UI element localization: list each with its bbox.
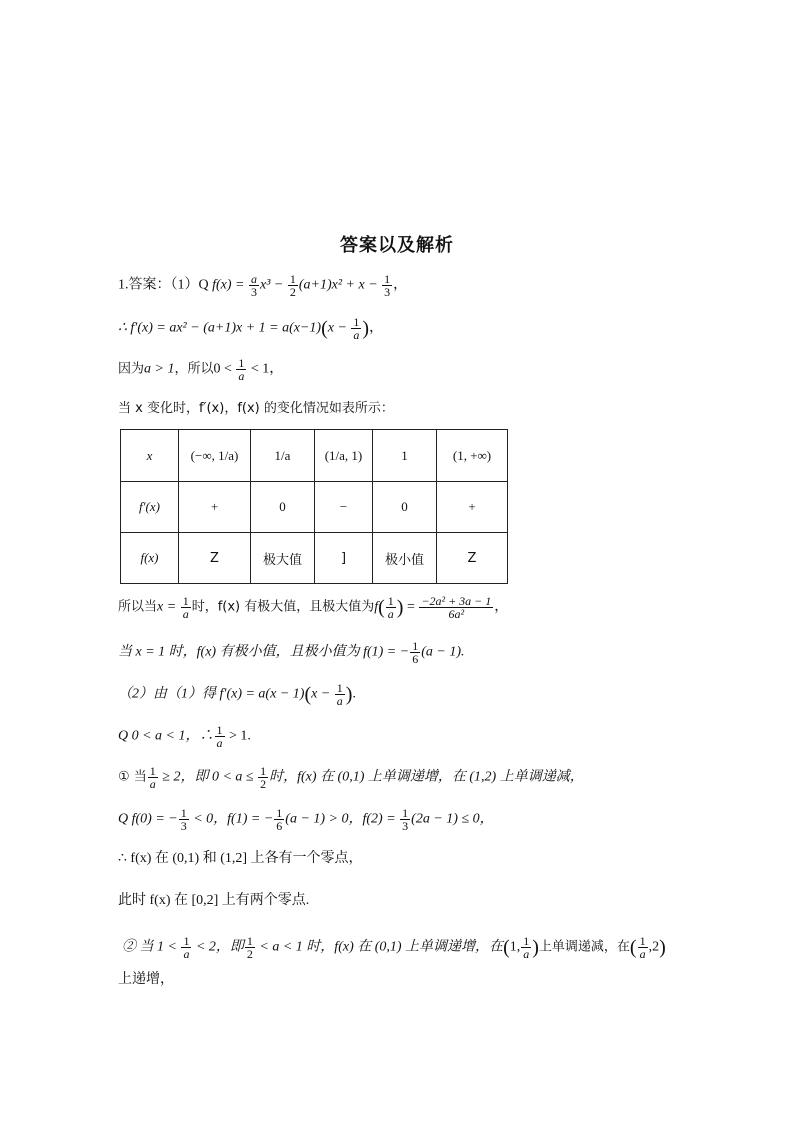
condition-line: Q 0 < a < 1，∴ $\frac{1}{a}$ > 1. — [118, 723, 251, 750]
values-line: Q f(0) = − $\frac{1}{3}$ < 0，f(1) = − $\frac{1}{6}$ (a − 1) > 0，f(2) = $\frac{1}{3}$ (2a − 1) ≤ 0， — [118, 806, 494, 833]
table-cell: Z — [179, 533, 251, 584]
table-cell: (−∞, 1/a) — [179, 430, 251, 482]
page-title: 答案以及解析 — [340, 235, 454, 256]
part2-line: （2）由（1）得 f′(x) = a(x − 1)(x − $\frac{1}{a}$ ). — [118, 681, 356, 708]
table-row — [121, 430, 508, 482]
two-zeros-line: 此时 f(x) 在 [0,2] 上有两个零点. — [118, 893, 310, 908]
table-row — [121, 533, 508, 584]
table-cell: 0 — [373, 482, 437, 533]
table-row — [121, 482, 508, 533]
table-cell: 极小值 — [373, 533, 437, 584]
table-cell: 0 — [251, 482, 315, 533]
case2-line: ② 当 1 < $\frac{1}{a}$ < 2，即 $\frac{1}{2}$ < a < 1 时，f(x) 在 (0,1) 上单调递增，在(1, $\frac{1}{a}$ )上单调递减，在( $\frac{1}{a}$ ,2) — [122, 934, 666, 961]
table-cell: f(x) — [121, 533, 179, 584]
variation-table — [120, 429, 508, 584]
because-line: 因为a > 1，所以0 < $\frac{1}{a}$ < 1， — [118, 356, 284, 383]
case1-line: ① 当 $\frac{1}{a}$ ≥ 2，即 0 < a ≤ $\frac{1}{2}$ 时，f(x) 在 (0,1) 上单调递增，在 (1,2) 上单调递减， — [118, 764, 584, 791]
min-value-line: 当 x = 1 时，f(x) 有极小值，且极小值为 f(1) = − $\frac{1}{6}$ (a − 1). — [118, 639, 465, 666]
table-cell: (1/a, 1) — [315, 430, 373, 482]
table-cell: + — [437, 482, 508, 533]
table-cell: 1/a — [251, 430, 315, 482]
table-cell: + — [179, 482, 251, 533]
table-cell: Z — [437, 533, 508, 584]
zeros-each-line: ∴ f(x) 在 (0,1) 和 (1,2] 上各有一个零点， — [118, 851, 363, 866]
table-cell: − — [315, 482, 373, 533]
table-cell: (1, +∞) — [437, 430, 508, 482]
case2-tail-line: 上递增， — [118, 972, 174, 987]
max-value-line: 所以当x = $\frac{1}{a}$ 时，f(x) 有极大值，且极大值为f( $\frac{1}{a}$ ) = $\frac{\text{−2a² + 3a − 1}}{\text{6a²}}$ ， — [118, 594, 509, 621]
derivative-line: ∴ f′(x) = ax² − (a+1)x + 1 = a(x−1)(x − $\frac{1}{a}$ )， — [118, 315, 384, 342]
table-cell: x — [121, 430, 179, 482]
table-cell: ] — [315, 533, 373, 584]
answer-line-1: 1.答案：（1）Q f(x) = $\frac{a}{3}$ x³ − $\frac{1}{2}$ (a+1)x² + x − $\frac{1}{3}$ ， — [118, 272, 408, 299]
table-cell: 1 — [373, 430, 437, 482]
when-change-line: 当 x 变化时，f′(x)，f(x) 的变化情况如表所示： — [118, 401, 394, 416]
table-cell: f′(x) — [121, 482, 179, 533]
table-cell: 极大值 — [251, 533, 315, 584]
